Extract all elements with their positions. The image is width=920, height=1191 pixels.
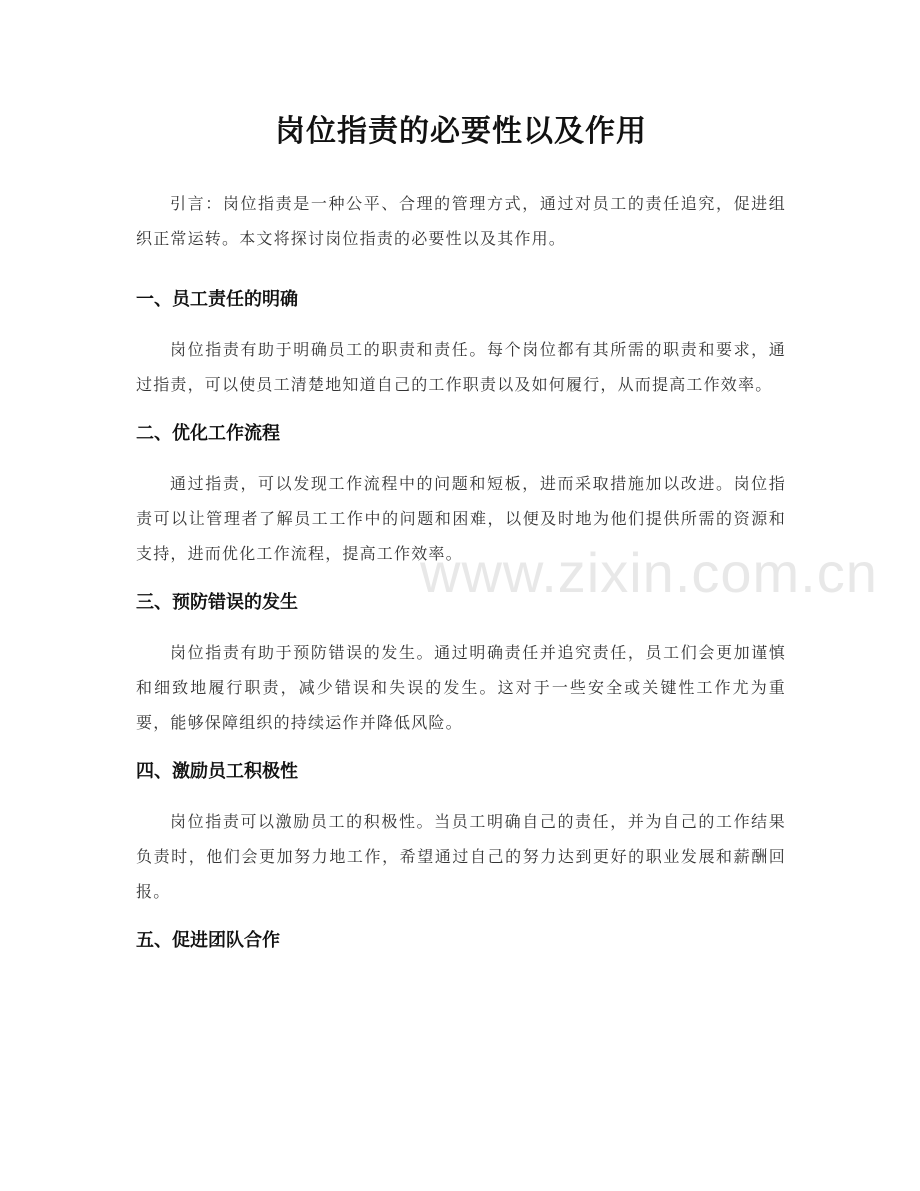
intro-paragraph: 引言：岗位指责是一种公平、合理的管理方式，通过对员工的责任追究，促进组织正常运转。本文将探讨岗位指责的必要性以及其作用。 [136, 194, 786, 248]
section-1-heading: 一、员工责任的明确 [136, 289, 298, 310]
section-2-heading: 二、优化工作流程 [136, 423, 280, 444]
section-4-body: 岗位指责可以激励员工的积极性。当员工明确自己的责任，并为自己的工作结果负责时，他们会更加努力地工作，希望通过自己的努力达到更好的职业发展和薪酬回报。 [136, 812, 786, 901]
watermark: www.zixin.com.cn [420, 541, 878, 604]
section-4-heading: 四、激励员工积极性 [136, 761, 298, 782]
section-2-body: 通过指责，可以发现工作流程中的问题和短板，进而采取措施加以改进。岗位指责可以让管理者了解员工工作中的问题和困难，以便及时地为他们提供所需的资源和支持，进而优化工作流程，提高工作效率。 [136, 474, 786, 563]
section-5-heading: 五、促进团队合作 [136, 930, 280, 951]
section-3-heading: 三、预防错误的发生 [136, 592, 298, 613]
page-title: 岗位指责的必要性以及作用 [275, 114, 647, 149]
section-1-body: 岗位指责有助于明确员工的职责和责任。每个岗位都有其所需的职责和要求，通过指责，可以使员工清楚地知道自己的工作职责以及如何履行，从而提高工作效率。 [136, 340, 786, 394]
section-3-body: 岗位指责有助于预防错误的发生。通过明确责任并追究责任，员工们会更加谨慎和细致地履行职责，减少错误和失误的发生。这对于一些安全或关键性工作尤为重要，能够保障组织的持续运作并降低风险。 [136, 643, 786, 732]
